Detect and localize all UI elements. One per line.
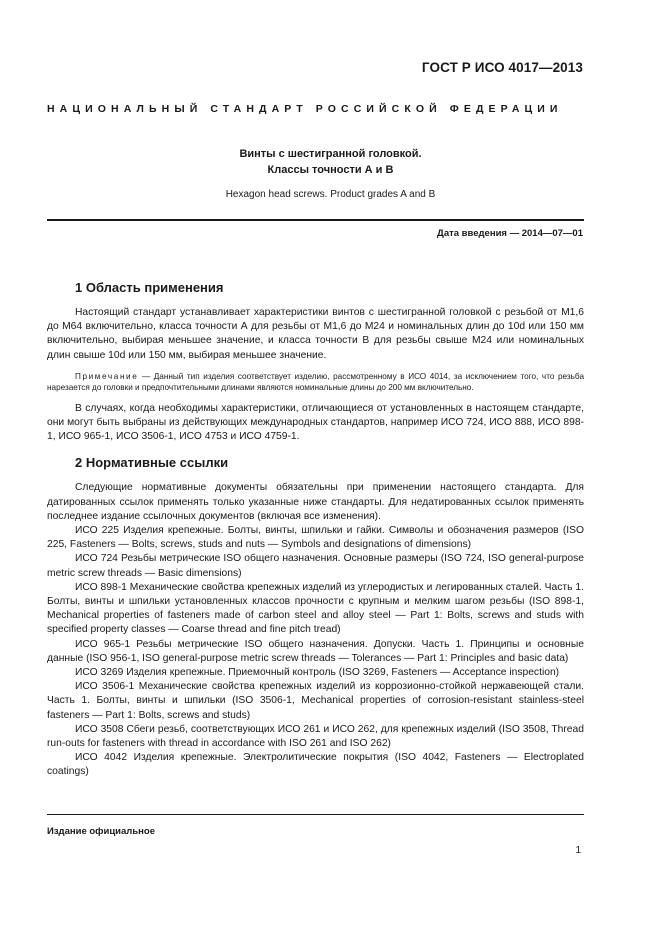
introduction-date: Дата введения — 2014—07—01 — [437, 228, 583, 239]
section-1-paragraph-1: Настоящий стандарт устанавливает характеристики винтов с шестигранной головкой с резьбой от М1,6 до М64 включительно, класса точности А для резьбы от М1,6 до М24 и номинальных длин до 10d или 150 мм включительно, выбирая меньшее значение, и класса точности В для резьбы свыше М24 или номинальных длин свыше 10d или 150 мм, выбирая меньшее значение. — [47, 307, 584, 361]
title-line-2: Классы точности А и В — [267, 164, 394, 176]
section-1-heading: 1 Область применения — [75, 280, 224, 295]
document-body — [47, 279, 584, 780]
section-2-heading: 2 Нормативные ссылки — [75, 455, 229, 471]
reference-item: ИСО 965-1 Резьбы метрические ISO общего назначения. Допуски. Часть 1. Принципы и основные данные (ISO 956-1, ISO general-purpose metric screw threads — Tolerances — Part 1: Principles and basic data) — [47, 638, 584, 664]
reference-item: ИСО 724 Резьбы метрические ISO общего назначения. Основные размеры (ISO 724, ISO general-purpose metric screw threads — Basic dimensions) — [47, 553, 584, 579]
reference-item: ИСО 3508 Сбеги резьб, соответствующих ИСО 261 и ИСО 262, для крепежных изделий (ISO 3508, Thread run-outs for fasteners with thread in accordance with ISO 261 and ISO 262) — [47, 723, 584, 750]
document-code: ГОСТ Р ИСО 4017—2013 — [421, 60, 583, 75]
official-edition-label: Издание официальное — [47, 826, 155, 837]
document-title-en: Hexagon head screws. Product grades A and B — [225, 189, 436, 200]
reference-item: ИСО 3269 Изделия крепежные. Приемочный контроль (ISO 3269, Fasteners — Acceptance inspection) — [75, 667, 560, 679]
reference-item: ИСО 898-1 Механические свойства крепежных изделий из углеродистых и легированных сталей. Часть 1. Болты, винты и шпильки установленных классов прочности с крупным и мелким шагом резьбы (ISO 898-1, Mechanical properties of fasteners made of carbon steel and alloy steel — Part 1: Bolts, screws and studs with specified property classes — Coarse thread and fine pitch tread) — [47, 581, 584, 636]
header-divider — [47, 219, 584, 221]
section-1-note — [47, 371, 584, 394]
page-number: 1 — [575, 845, 581, 856]
note-label: Примечание — [75, 371, 139, 381]
section-2-intro: Следующие нормативные документы обязательны при применении настоящего стандарта. Для датированных ссылок применять только указанные ниже стандарты. Для недатированных ссылок применять последнее издание ссылочных документов (включая все изменения). — [47, 482, 584, 522]
reference-item: ИСО 225 Изделия крепежные. Болты, винты, шпильки и гайки. Символы и обозначения размеров (ISO 225, Fasteners — Bolts, screws, studs and nuts — Symbols and designations of dimensions) — [47, 525, 584, 551]
document-title-ru — [0, 146, 661, 178]
title-line-1: Винты с шестигранной головкой. — [239, 148, 422, 160]
footer-divider — [47, 814, 584, 815]
note-text: — Данный тип изделия соответствует изделию, рассмотренному в ИСО 4014, за исключением того, что резьба нарезается до головки и предпочтительными длинами являются номинальные длины до 200 мм включительно. — [47, 371, 584, 393]
reference-item: ИСО 3506-1 Механические свойства крепежных изделий из коррозионно-стойкой нержавеющей стали. Часть 1. Болты, винты и шпильки (ISO 3506-1, Mechanical properties of corrosion-resistant stainless-steel fasteners — Part 1: Bolts, screws and studs) — [47, 681, 584, 721]
reference-item: ИСО 4042 Изделия крепежные. Электролитические покрытия (ISO 4042, Fasteners — Electroplated coatings) — [47, 752, 584, 778]
national-standard-banner: НАЦИОНАЛЬНЫЙ СТАНДАРТ РОССИЙСКОЙ ФЕДЕРАЦИИ — [47, 103, 563, 115]
section-1-paragraph-2: В случаях, когда необходимы характеристики, отличающиеся от установленных в настоящем стандарте, они могут быть выбраны из действующих международных стандартов, например ИСО 724, ИСО 888, ИСО 898-1, ИСО 965-1, ИСО 3506-1, ИСО 4753 и ИСО 4759-1. — [47, 402, 584, 443]
